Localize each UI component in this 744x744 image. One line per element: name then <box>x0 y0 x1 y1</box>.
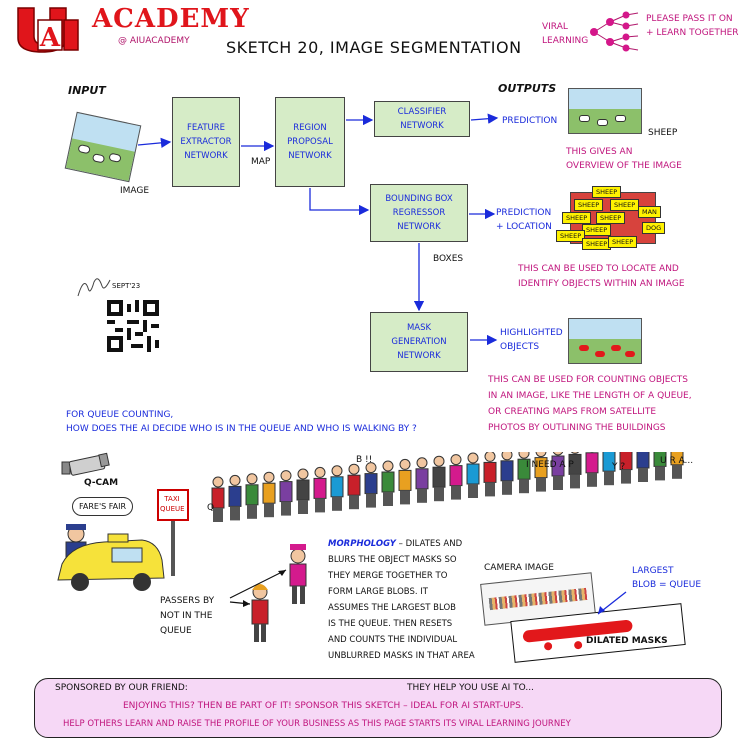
highlighted-objects-label: HIGHLIGHTED OBJECTS <box>500 328 563 352</box>
map-label: MAP <box>251 157 271 167</box>
sheep-mask <box>595 351 605 357</box>
qcam-label: Q-CAM <box>84 478 119 488</box>
sheep-shape <box>597 119 608 126</box>
viral-learning-label: VIRAL LEARNING <box>542 22 589 46</box>
queue-person <box>586 452 598 487</box>
sponsor-banner[interactable] <box>34 678 722 738</box>
signature <box>74 272 114 302</box>
mask-generation-box: MASK GENERATION NETWORK <box>370 312 468 372</box>
queue-person <box>280 471 292 516</box>
blob-pointer-arrow <box>590 588 630 618</box>
tag-label: SHEEP <box>592 186 621 198</box>
image-label: IMAGE <box>120 186 150 196</box>
tag-label: SHEEP <box>556 230 585 242</box>
tag-label: DOG <box>642 222 665 234</box>
morphology-term: MORPHOLOGY <box>328 539 396 549</box>
queue-person <box>314 467 326 512</box>
sponsor-line-1: ENJOYING THIS? THEN BE PART OF IT! SPONSOR THIS SKETCH – IDEAL FOR AI START-UPS. <box>123 701 524 711</box>
brand-name: ACADEMY <box>92 4 250 34</box>
u-r-a-label: U R A... <box>660 456 694 466</box>
b-exclaim-label: B !! <box>356 455 373 465</box>
tag-label: SHEEP <box>608 236 637 248</box>
i-need-label: I NEED A P <box>526 460 574 470</box>
queue-person <box>348 464 360 509</box>
arrow-region-to-bbox <box>310 188 368 210</box>
queue-person <box>501 452 513 495</box>
queue-person <box>382 461 394 506</box>
sheep-shape <box>579 115 590 122</box>
locate-note: THIS CAN BE USED TO LOCATE AND IDENTIFY OBJECTS WITHIN AN IMAGE <box>518 264 685 289</box>
dilated-small-blob <box>544 642 553 651</box>
queue-person <box>484 452 496 496</box>
camera-image-people <box>489 588 588 610</box>
sponsor-friend: SPONSORED BY OUR FRIEND: <box>55 683 188 693</box>
svg-text:A: A <box>39 23 61 53</box>
sheep-mask <box>611 345 621 351</box>
queue-person <box>552 452 564 490</box>
signature-date: SEPT'23 <box>112 282 141 290</box>
region-proposal-box: REGION PROPOSAL NETWORK <box>275 97 345 187</box>
tag-label: SHEEP <box>582 224 611 236</box>
prediction-location-label: PREDICTION + LOCATION <box>496 208 552 232</box>
speech-bubble: FARE'S FAIR <box>72 497 133 516</box>
boxes-label: BOXES <box>433 254 464 264</box>
queue-person <box>365 463 377 508</box>
largest-blob-label: LARGEST BLOB = QUEUE <box>632 566 702 590</box>
feature-extractor-box: FEATURE EXTRACTOR NETWORK <box>172 97 240 187</box>
pass-it-on-label: PLEASE PASS IT ON + LEARN TOGETHER <box>646 14 739 38</box>
tag-label: SHEEP <box>610 199 639 211</box>
sponsor-helps: THEY HELP YOU USE AI TO... <box>407 683 534 693</box>
input-heading: INPUT <box>68 84 106 97</box>
sheep-mask <box>579 345 589 351</box>
queue-person <box>535 452 547 492</box>
classifier-box: CLASSIFIER NETWORK <box>374 101 470 137</box>
camera-image-label: CAMERA IMAGE <box>484 563 554 573</box>
taxi-sign-text: TAXI QUEUE <box>160 495 185 513</box>
tag-label: SHEEP <box>562 212 591 224</box>
outputs-heading: OUTPUTS <box>498 82 557 95</box>
social-handle[interactable]: @ AIUACADEMY <box>118 36 190 46</box>
queue-person <box>399 459 411 504</box>
queue-person <box>297 469 309 514</box>
y-question-label: Y ? <box>612 462 626 472</box>
counting-note: THIS CAN BE USED FOR COUNTING OBJECTS IN AN IMAGE, LIKE THE LENGTH OF A QUEUE, OR CREATING MAPS FROM SATELLITE PHOTOS BY OUTLINING THE BUILDINGS <box>488 375 692 433</box>
tag-label: SHEEP <box>574 199 603 211</box>
tag-label: SHEEP <box>582 238 611 250</box>
queue-person <box>229 475 241 520</box>
tagged-image <box>556 186 668 248</box>
queue-person <box>433 456 445 501</box>
overview-note: THIS GIVES AN OVERVIEW OF THE IMAGE <box>566 147 682 171</box>
passers-by-label: PASSERS BY NOT IN THE QUEUE <box>160 596 215 636</box>
queue-person <box>637 452 649 482</box>
tag-label: MAN <box>638 206 661 218</box>
prediction-image <box>568 88 642 134</box>
tag-label: SHEEP <box>596 212 625 224</box>
passer-arrows <box>226 560 296 620</box>
highlighted-image <box>568 318 642 364</box>
queue-person <box>246 474 258 519</box>
sponsor-line-2: HELP OTHERS LEARN AND RAISE THE PROFILE OF YOUR BUSINESS AS THIS PAGE STARTS ITS VIRAL LEARNING JOURNEY <box>63 719 571 729</box>
arrow-image-to-feature <box>138 142 170 145</box>
dilated-masks-label: DILATED MASKS <box>586 636 668 646</box>
prediction-label: PREDICTION <box>502 116 558 126</box>
sheep-label: SHEEP <box>648 128 678 138</box>
qr-code[interactable] <box>107 300 159 352</box>
arrow-classifier-to-prediction <box>471 118 497 120</box>
queue-person <box>518 452 530 493</box>
bounding-box-regressor-box: BOUNDING BOX REGRESSOR NETWORK <box>370 184 468 242</box>
sheep-shape <box>615 115 626 122</box>
queue-question: FOR QUEUE COUNTING, HOW DOES THE AI DECIDE WHO IS IN THE QUEUE AND WHO IS WALKING BY ? <box>66 410 417 434</box>
page-title: SKETCH 20, IMAGE SEGMENTATION <box>226 38 522 57</box>
cctv-camera-icon <box>60 448 116 478</box>
queue-person <box>416 458 428 503</box>
morphology-explanation: MORPHOLOGY – DILATES AND BLURS THE OBJECT MASKS SO THEY MERGE TOGETHER TO FORM LARGE BLOBS. IT ASSUMES THE LARGEST BLOB IS THE QUEUE. THEN RESETS AND COUNTS THE INDIVIDUAL UNBLURRED MASKS IN THAT AREA <box>328 539 475 661</box>
q-label: Q <box>207 503 215 513</box>
queue-person <box>467 453 479 498</box>
sheep-mask <box>625 351 635 357</box>
queue-person <box>331 466 343 511</box>
queue-person <box>263 472 275 517</box>
queue-of-people <box>198 452 708 542</box>
queue-person <box>450 455 462 500</box>
queue-person <box>212 477 224 522</box>
queue-person <box>569 452 581 488</box>
taxi-illustration <box>52 520 170 594</box>
dilated-small-blob <box>574 641 583 650</box>
